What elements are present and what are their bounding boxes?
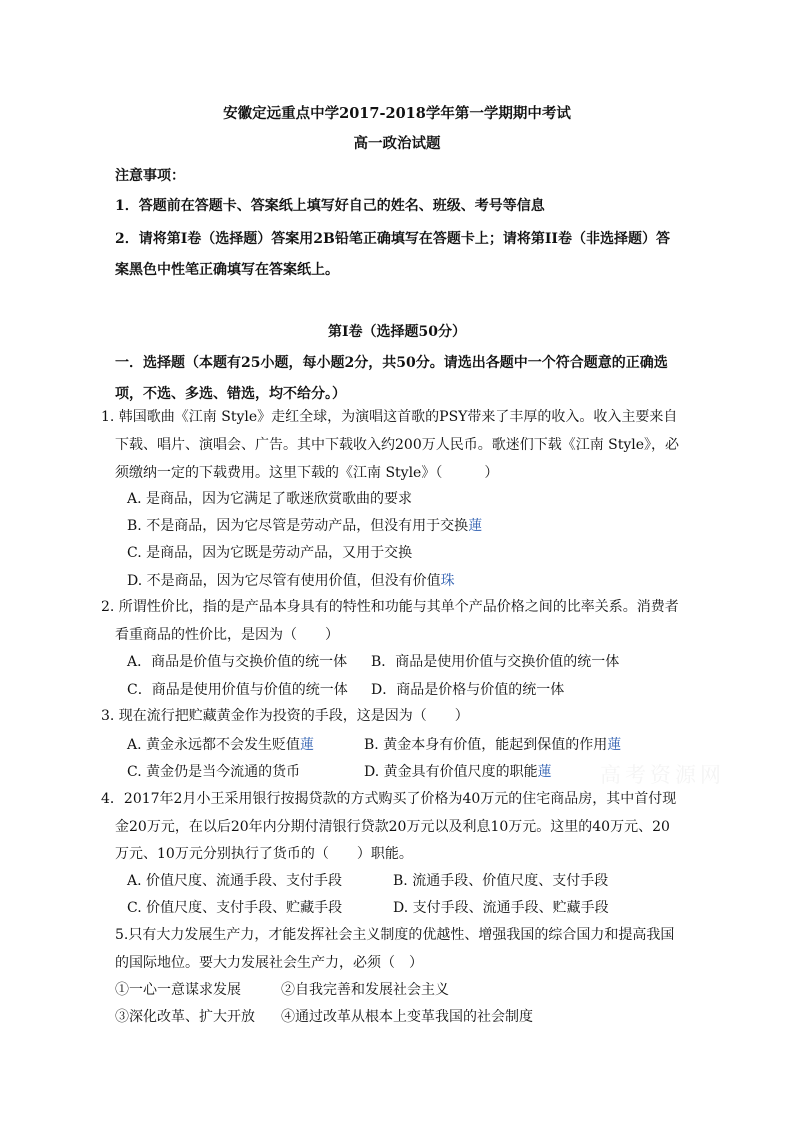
q5-option-1: ①一心一意谋求发展: [115, 982, 241, 998]
q2-option-a: A．商品是价值与交换价值的统一体: [127, 654, 348, 670]
q3-option-d-mark: 蓮: [537, 764, 552, 780]
section-title: 第I卷（选择题50分）: [327, 324, 467, 340]
q4-stem-line-2: 金20万元，在以后20年内分期付清银行贷款20万元以及利息10万元。这里的40万元、20: [115, 819, 670, 835]
q3-option-a-mark: 蓮: [300, 737, 315, 753]
q1-option-d: [127, 572, 455, 590]
notice-item-1: 1．答题前在答题卡、答案纸上填写好自己的姓名、班级、考号等信息: [115, 198, 545, 214]
q3-option-d-text: D. 黄金具有价值尺度的职能: [364, 764, 538, 780]
q1-option-d-text: D. 不是商品，因为它尽管有使用价值，但没有价值: [127, 573, 441, 589]
q4-option-d: D. 支付手段、流通手段、贮藏手段: [393, 900, 609, 916]
q1-stem-line-3: 须缴纳一定的下载费用。这里下载的《江南 Style》（ ）: [115, 465, 499, 481]
notice-item-2-line-1: 2．请将第I卷（选择题）答案用2B铅笔正确填写在答题卡上；请将第II卷（非选择题）答: [115, 231, 670, 247]
q5-option-2: ②自我完善和发展社会主义: [281, 982, 449, 998]
q1-stem-line-1: 1. 韩国歌曲《江南 Style》走红全球，为演唱这首歌的PSY带来了丰厚的收入。收入主要来自: [101, 409, 678, 425]
q1-stem-line-2: 下载、唱片、演唱会、广告。其中下载收入约200万人民币。歌迷们下载《江南 Style》，必: [115, 437, 680, 453]
section-instruction-line-2: 项，不选、多选、错选，均不给分。）: [115, 386, 346, 402]
q5-stem-line-2: 的国际地位。要大力发展社会生产力，必须（ ）: [115, 955, 423, 971]
watermark: 高考资源网: [600, 763, 725, 787]
q4-stem-line-3: 万元、10万元分别执行了货币的（ ）职能。: [115, 846, 413, 862]
q2-option-c: C．商品是使用价值与价值的统一体: [127, 682, 348, 698]
q4-option-c: C. 价值尺度、支付手段、贮藏手段: [127, 900, 343, 916]
q4-option-a: A. 价值尺度、流通手段、支付手段: [127, 873, 343, 889]
q3-option-d: [364, 763, 552, 781]
q3-option-a: [127, 736, 314, 754]
q3-option-b-mark: 蓮: [607, 737, 622, 753]
q5-option-4: ④通过改革从根本上变革我国的社会制度: [281, 1009, 533, 1025]
q5-option-3: ③深化改革、扩大开放: [115, 1009, 255, 1025]
section-instruction-line-1: 一．选择题（本题有25小题，每小题2分，共50分。请选出各题中一个符合题意的正确选: [115, 355, 668, 371]
q2-stem-line-2: 看重商品的性价比，是因为（ ）: [115, 627, 339, 643]
q4-stem-line-1: 4．2017年2月小王采用银行按揭贷款的方式购买了价格为40万元的住宅商品房，其中首付现: [101, 791, 677, 807]
notice-heading: 注意事项：: [115, 168, 185, 184]
q3-option-b-text: B. 黄金本身有价值，能起到保值的作用: [364, 737, 608, 753]
q1-option-b: [127, 517, 482, 535]
q3-stem-line-1: 3. 现在流行把贮藏黄金作为投资的手段，这是因为（ ）: [101, 708, 469, 724]
q3-option-b: [364, 736, 621, 754]
q1-option-a: A. 是商品，因为它满足了歌迷欣赏歌曲的要求: [127, 491, 413, 507]
q1-option-c: C. 是商品，因为它既是劳动产品，又用于交换: [127, 545, 413, 561]
notice-item-2-line-2: 案黑色中性笔正确填写在答案纸上。: [115, 262, 339, 278]
q4-option-b: B. 流通手段、价值尺度、支付手段: [393, 873, 609, 889]
exam-title: 安徽定远重点中学2017-2018学年第一学期期中考试: [223, 105, 571, 122]
q1-option-d-mark: 珠: [440, 573, 455, 589]
q2-stem-line-1: 2. 所谓性价比，指的是产品本身具有的特性和功能与其单个产品价格之间的比率关系。消费者: [101, 599, 679, 615]
q3-option-c: C. 黄金仍是当今流通的货币: [127, 764, 301, 780]
q3-option-a-text: A. 黄金永远都不会发生贬值: [127, 737, 301, 753]
q2-option-b: B．商品是使用价值与交换价值的统一体: [371, 654, 620, 670]
exam-subtitle: 高一政治试题: [353, 135, 441, 152]
q1-option-b-text: B. 不是商品，因为它尽管是劳动产品，但没有用于交换: [127, 518, 469, 534]
q2-option-d: D．商品是价格与价值的统一体: [371, 682, 565, 698]
q1-option-b-mark: 蓮: [468, 518, 483, 534]
q5-stem-line-1: 5.只有大力发展生产力，才能发挥社会主义制度的优越性、增强我国的综合国力和提高我国: [115, 927, 675, 943]
